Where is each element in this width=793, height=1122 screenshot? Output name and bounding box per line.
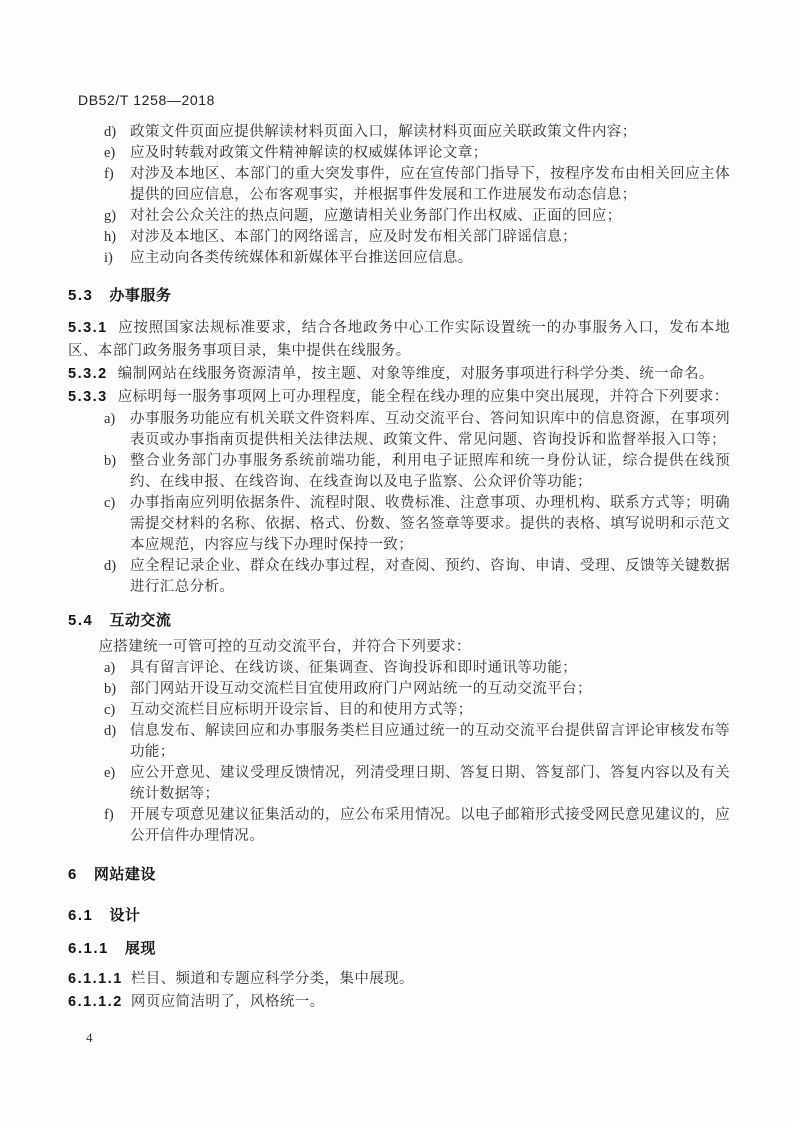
clause-number: 5.3.2 xyxy=(68,366,108,382)
list-item-text: 应全程记录企业、群众在线办事过程，对查阅、预约、咨询、申请、受理、反馈等关键数据进行汇总分析。 xyxy=(130,558,730,595)
clause-5-3-3 xyxy=(68,386,730,409)
section-number: 5.3 xyxy=(68,287,94,304)
list-item-text: 互动交流栏目应标明开设宗旨、目的和使用方式等； xyxy=(130,702,473,718)
list-item xyxy=(68,248,730,269)
clause-text: 应标明每一服务事项网上可办理程度，能全程在线办理的应集中突出展现，并符合下列要求： xyxy=(117,389,729,405)
list-item xyxy=(68,122,730,143)
list-item-marker: f) xyxy=(104,166,114,182)
list-item-marker: c) xyxy=(104,702,116,718)
list-item-marker: d) xyxy=(104,723,117,739)
section-number: 6.1.1 xyxy=(68,940,109,957)
list-item-marker: d) xyxy=(104,558,117,574)
clause-5-4-intro: 应搭建统一可管可控的互动交流平台，并符合下列要求： xyxy=(98,639,471,655)
list-item-marker: f) xyxy=(104,807,114,823)
list-item xyxy=(68,700,730,721)
section-title: 网站建设 xyxy=(93,866,156,883)
list-item xyxy=(68,556,730,598)
list-item-marker: b) xyxy=(104,453,117,469)
clause-text: 栏目、频道和专题应科学分类，集中展现。 xyxy=(130,971,414,987)
clause-6-1-1-1 xyxy=(68,968,730,991)
clause-number: 5.3.1 xyxy=(68,320,108,336)
section-title: 设计 xyxy=(109,907,141,924)
list-item xyxy=(68,805,730,847)
policy-response-list xyxy=(68,122,730,269)
list-item-marker: d) xyxy=(104,124,117,140)
list-item-marker: g) xyxy=(104,208,117,224)
list-item-text: 应公开意见、建议受理反馈情况，列清受理日期、答复日期、答复部门、答复内容以及有关统计数据等； xyxy=(130,765,730,802)
list-item-text: 对涉及本地区、本部门的网络谣言，应及时发布相关部门辟谣信息； xyxy=(130,229,577,245)
section-heading-5-4 xyxy=(68,610,730,632)
list-item xyxy=(68,763,730,805)
list-item-marker: a) xyxy=(104,411,116,427)
list-item-text: 应及时转载对政策文件精神解读的权威媒体评论文章； xyxy=(130,145,488,161)
list-item-text: 办事服务功能应有机关联文件资料库、互动交流平台、答问知识库中的信息资源，在事项列表页或办事指南页提供相关法律法规、政策文件、常见问题、咨询投诉和监督举报入口等； xyxy=(130,411,730,448)
list-item xyxy=(68,206,730,227)
list-item xyxy=(68,164,730,206)
list-item xyxy=(68,493,730,556)
clause-6-1-1-2 xyxy=(68,991,730,1014)
clause-text: 应按照国家法规标准要求，结合各地政务中心工作实际设置统一的办事服务入口，发布本地区、本部门政务服务事项目录，集中提供在线服务。 xyxy=(68,320,730,359)
section-heading-6-1-1 xyxy=(68,938,730,960)
list-item-marker: b) xyxy=(104,681,117,697)
list-item-marker: c) xyxy=(104,495,116,511)
list-item-text: 办事指南应列明依据条件、流程时限、收费标准、注意事项、办理机构、联系方式等；明确需提交材料的名称、依据、格式、份数、签名签章等要求。提供的表格、填写说明和示范文本应规范，内容应与线下办理时保持一致； xyxy=(130,495,730,553)
doc-code-header: DB52/T 1258—2018 xyxy=(78,92,215,108)
list-item xyxy=(68,721,730,763)
clause-5-3-2 xyxy=(68,363,730,386)
interaction-requirements-list xyxy=(68,658,730,847)
list-item-text: 信息发布、解读回应和办事服务类栏目应通过统一的互动交流平台提供留言评论审核发布等功能； xyxy=(130,723,730,760)
list-item-text: 对涉及本地区、本部门的重大突发事件，应在宣传部门指导下，按程序发布由相关回应主体提供的回应信息，公布客观事实，并根据事件发展和工作进展发布动态信息； xyxy=(130,166,730,203)
service-requirements-list xyxy=(68,409,730,598)
list-item-marker: h) xyxy=(104,229,117,245)
clause-number: 6.1.1.1 xyxy=(68,971,123,987)
list-item-marker: e) xyxy=(104,765,116,781)
section-title: 办事服务 xyxy=(109,287,172,304)
list-item-text: 具有留言评论、在线访谈、征集调查、咨询投诉和即时通讯等功能； xyxy=(130,660,577,676)
list-item-text: 整合业务部门办事服务系统前端功能，利用电子证照库和统一身份认证，综合提供在线预约、在线申报、在线咨询、在线查询以及电子监察、公众评价等功能； xyxy=(130,453,730,490)
list-item-text: 对社会公众关注的热点问题，应邀请相关业务部门作出权威、正面的回应； xyxy=(130,208,622,224)
clause-number: 6.1.1.2 xyxy=(68,994,123,1010)
page-number: 4 xyxy=(86,1030,93,1045)
list-item-text: 应主动向各类传统媒体和新媒体平台推送回应信息。 xyxy=(130,250,473,266)
list-item-text: 政策文件页面应提供解读材料页面入口，解读材料页面应关联政策文件内容； xyxy=(130,124,637,140)
section-number: 5.4 xyxy=(68,612,94,629)
list-item-text: 开展专项意见建议征集活动的，应公布采用情况。以电子邮箱形式接受网民意见建议的，应公开信件办理情况。 xyxy=(130,807,730,844)
section-number: 6 xyxy=(68,866,78,883)
section-heading-6-1 xyxy=(68,905,730,927)
section-heading-5-3 xyxy=(68,285,730,307)
clause-text: 网页应简洁明了，风格统一。 xyxy=(130,994,325,1010)
section-number: 6.1 xyxy=(68,907,94,924)
clause-number: 5.3.3 xyxy=(68,389,108,405)
list-item-marker: a) xyxy=(104,660,116,676)
list-item xyxy=(68,143,730,164)
section-heading-6 xyxy=(68,864,730,886)
list-item xyxy=(68,409,730,451)
clause-5-3-1 xyxy=(68,317,730,363)
section-title: 互动交流 xyxy=(109,612,172,629)
list-item-marker: i) xyxy=(104,250,113,266)
list-item-text: 部门网站开设互动交流栏目宜使用政府门户网站统一的互动交流平台； xyxy=(130,681,592,697)
list-item xyxy=(68,227,730,248)
list-item xyxy=(68,451,730,493)
list-item-marker: e) xyxy=(104,145,116,161)
section-title: 展现 xyxy=(124,940,156,957)
list-item xyxy=(68,658,730,679)
clause-text: 编制网站在线服务资源清单，按主题、对象等维度，对服务事项进行科学分类、统一命名。 xyxy=(117,366,714,382)
list-item xyxy=(68,679,730,700)
